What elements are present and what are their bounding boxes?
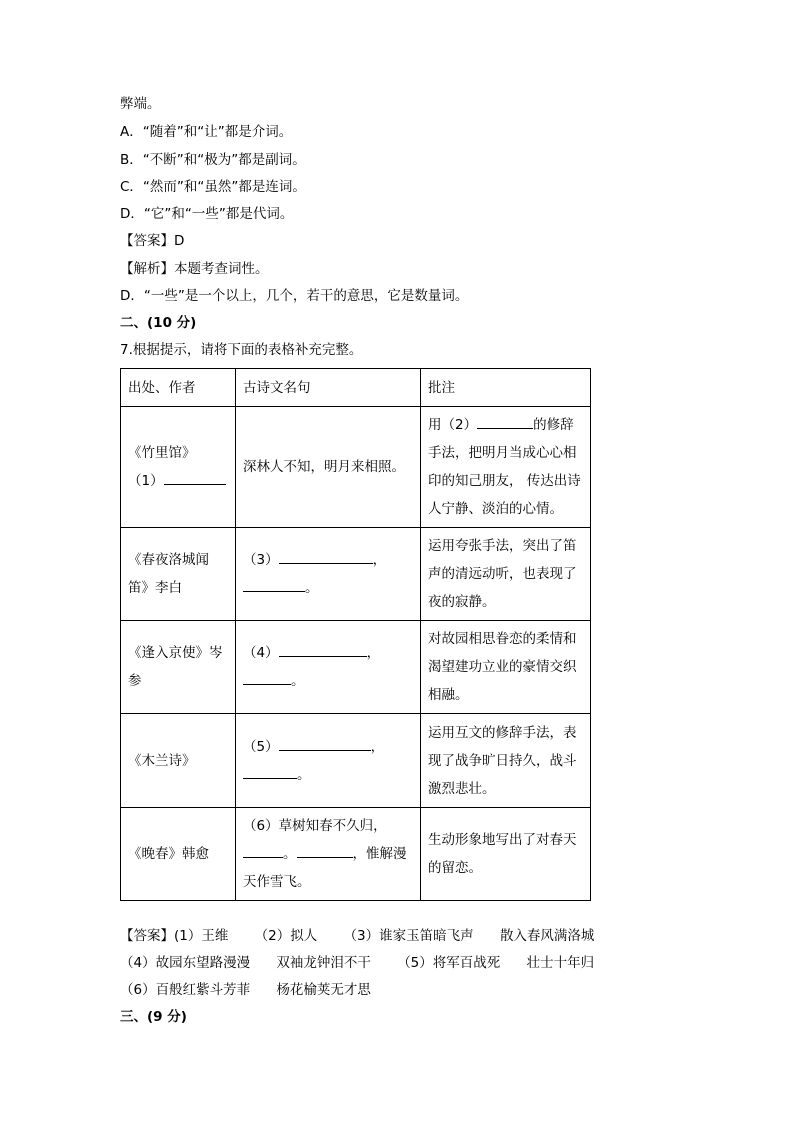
answer-item: 【答案】(1）王维 [120, 928, 229, 944]
section-heading-3: 三、(9 分) [120, 1009, 187, 1025]
cell-text: （3） [243, 552, 279, 568]
source-cell: 《春夜洛城闻笛》李白 [121, 528, 236, 621]
cell-text: 用（2） [428, 417, 478, 433]
table-row [121, 528, 591, 621]
source-cell [121, 407, 236, 528]
verse-cell [236, 528, 421, 621]
source-cell: 《晚春》韩愈 [121, 808, 236, 901]
cell-text: 的修辞手法，把明月当成心心相印的知己朋友， 传达出诗人宁静、淡泊的心情。 [428, 417, 581, 517]
analysis-line: 【解析】本题考查词性。 [120, 261, 269, 277]
verse-cell: 深林人不知，明月来相照。 [236, 407, 421, 528]
option-b: B．“不断”和“极为”都是副词。 [120, 152, 306, 168]
answer-row-2 [120, 953, 616, 973]
blank-1 [164, 470, 226, 485]
cell-text: 。 [305, 580, 319, 596]
answer-item: 壮士十年归 [526, 955, 595, 971]
question-7: 7.根据提示，请将下面的表格补充完整。 [120, 342, 363, 358]
blank-3a [279, 549, 373, 564]
blank-2 [477, 414, 533, 429]
answer-item: （3）谁家玉笛暗飞声 [343, 928, 474, 944]
header-cell: 古诗文名句 [236, 369, 421, 407]
text-line: 弊端。 [120, 96, 161, 112]
answer-item: 双袖龙钟泪不干 [276, 955, 371, 971]
cell-text: ，惟解漫天作雪飞。 [243, 846, 407, 890]
option-c: C．“然而”和“虽然”都是连词。 [120, 179, 306, 195]
blank-5b [243, 764, 297, 779]
cell-text: ， [366, 645, 381, 661]
section-heading-2: 二、(10 分) [120, 315, 197, 331]
option-a: A．“随着”和“让”都是介词。 [120, 124, 293, 140]
option-d: D．“它”和“一些”都是代词。 [120, 206, 294, 222]
answer-item: （2）拟人 [254, 928, 318, 944]
table-row [121, 621, 591, 714]
blank-6a [243, 843, 283, 858]
header-cell: 出处、作者 [121, 369, 236, 407]
cell-text: ， [370, 738, 385, 755]
cell-text: 。 [283, 846, 297, 862]
verse-cell [236, 714, 421, 808]
cell-text: ， [372, 552, 387, 568]
answer-item: 散入春风满洛城 [499, 928, 595, 944]
verse-cell [236, 808, 421, 901]
blank-3b [243, 577, 305, 592]
blank-6b [297, 843, 353, 858]
cell-text: （1） [128, 473, 164, 489]
answer-row-1 [120, 926, 616, 946]
answer-item: 杨花榆荚无才思 [276, 982, 371, 998]
answer-row-3 [120, 980, 393, 1000]
cell-text: （4） [243, 645, 279, 661]
header-cell: 批注 [421, 369, 591, 407]
verse-cell [236, 621, 421, 714]
answer-item: （4）故园东望路漫漫 [120, 955, 251, 971]
cell-text: （6）草树知春不久归， [243, 818, 387, 834]
source-cell: 《木兰诗》 [121, 714, 236, 808]
blank-5a [279, 736, 371, 751]
table-row [121, 808, 591, 901]
note-cell: 生动形象地写出了对春天的留恋。 [421, 808, 591, 901]
answer-line: 【答案】D [120, 233, 185, 249]
note-cell: 运用互文的修辞手法，表现了战争旷日持久，战斗激烈悲壮。 [421, 714, 591, 808]
note-cell: 运用夸张手法，突出了笛声的清远动听，也表现了夜的寂静。 [421, 528, 591, 621]
table-row [121, 407, 591, 528]
cell-text: 。 [291, 673, 305, 689]
table-row [121, 714, 591, 808]
table-header-row [121, 369, 591, 407]
poetry-table [120, 368, 591, 901]
answer-item: （5）将军百战死 [397, 955, 501, 971]
answer-item: （6）百般红紫斗芳菲 [120, 982, 251, 998]
cell-text: （5） [243, 738, 279, 755]
source-cell: 《逢入京使》岑参 [121, 621, 236, 714]
blank-4b [243, 670, 291, 685]
blank-4a [279, 642, 367, 657]
note-cell: 对故园相思眷恋的柔情和渴望建功立业的豪情交织相融。 [421, 621, 591, 714]
cell-text: 《竹里馆》 [128, 445, 196, 461]
cell-text: 。 [297, 766, 311, 783]
note-cell [421, 407, 591, 528]
analysis-detail: D．“一些”是一个以上，几个，若干的意思，它是数量词。 [120, 288, 469, 304]
